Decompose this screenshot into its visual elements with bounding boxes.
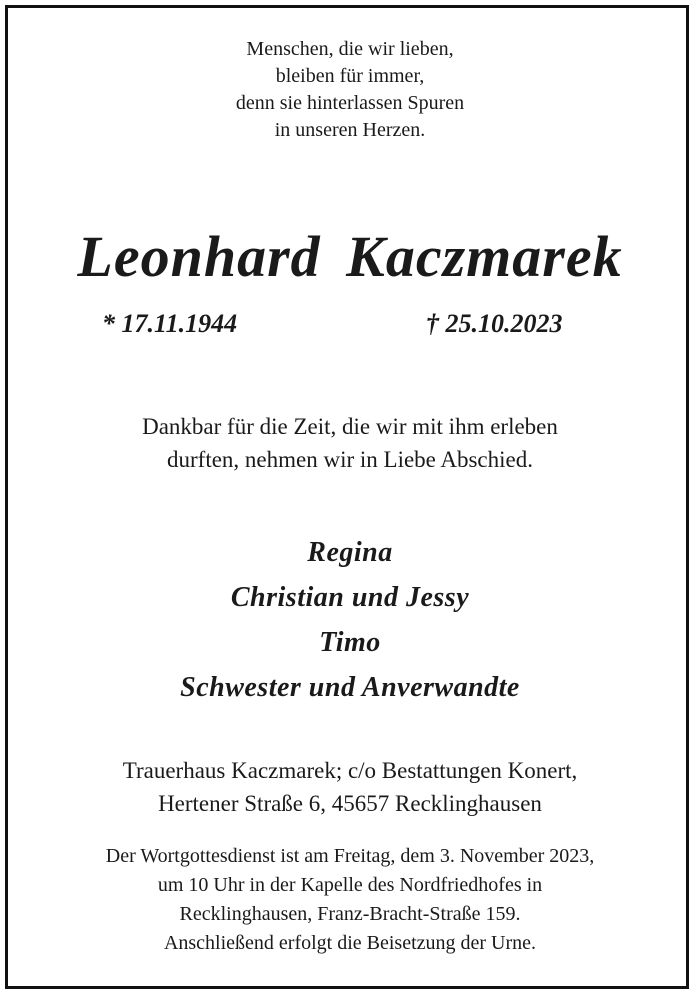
service-line: Recklinghausen, Franz-Bracht-Straße 159. (179, 903, 521, 925)
address-line: Hertener Straße 6, 45657 Recklinghausen (158, 791, 542, 816)
memorial-poem (0, 36, 700, 144)
service-line: um 10 Uhr in der Kapelle des Nordfriedhofes in (157, 874, 543, 896)
mourning-address (0, 754, 700, 820)
mourner-name: Schwester und Anverwandte (180, 672, 520, 703)
poem-line: in unseren Herzen. (274, 119, 426, 141)
poem-line: Menschen, die wir lieben, (246, 38, 454, 60)
mourner-name: Timo (319, 627, 381, 658)
poem-line: denn sie hinterlassen Spuren (235, 92, 465, 114)
mourner-name: Christian und Jessy (230, 582, 470, 613)
service-info (0, 842, 700, 958)
thanks-text (0, 410, 700, 476)
address-line: Trauerhaus Kaczmarek; c/o Bestattungen Konert, (122, 758, 578, 783)
thanks-line: durften, nehmen wir in Liebe Abschied. (167, 447, 533, 472)
mourner-name: Regina (307, 537, 393, 568)
deceased-name: Leonhard Kaczmarek (77, 224, 623, 289)
service-line: Anschließend erfolgt die Beisetzung der Urne. (163, 932, 537, 954)
mourners-list (0, 530, 700, 710)
service-line: Der Wortgottesdienst ist am Freitag, dem 3. November 2023, (105, 845, 595, 867)
poem-line: bleiben für immer, (275, 65, 425, 87)
birth-date: * 17.11.1944 (102, 309, 238, 338)
thanks-line: Dankbar für die Zeit, die wir mit ihm erleben (142, 414, 558, 439)
death-date: † 25.10.2023 (426, 309, 563, 338)
